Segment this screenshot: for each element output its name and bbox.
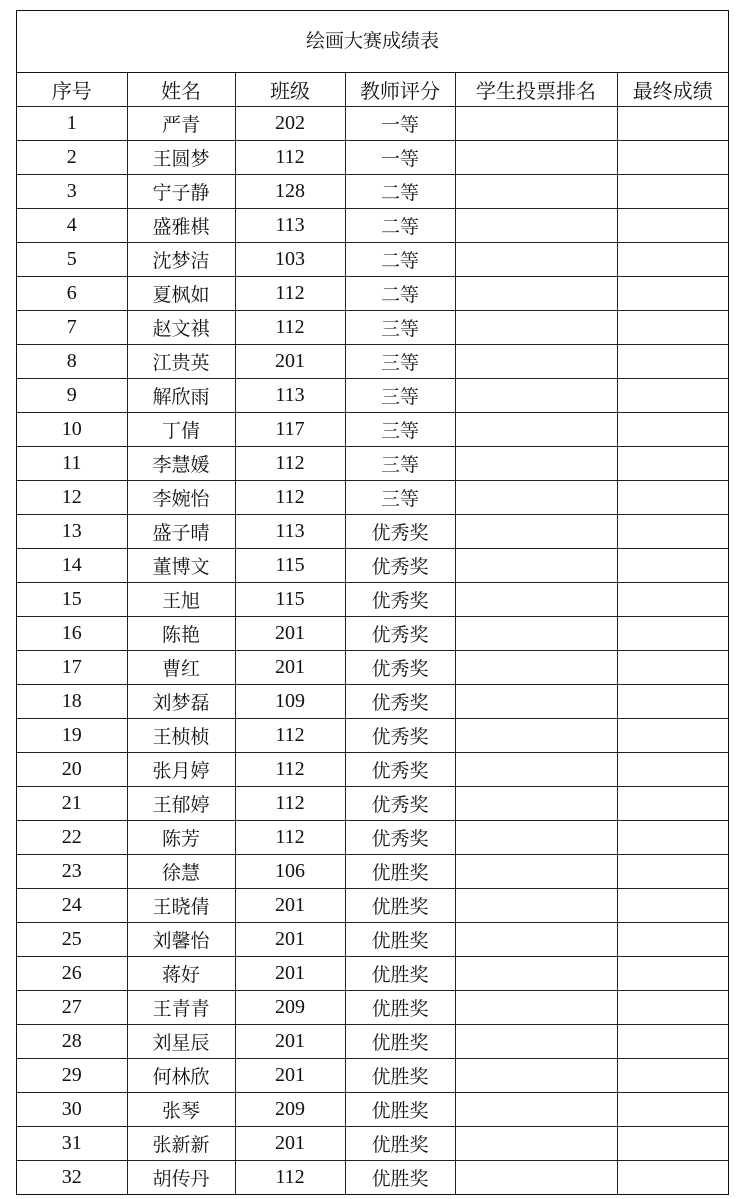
student-vote-rank-cell: [455, 685, 617, 719]
teacher-score-cell: 二等: [345, 209, 455, 243]
table-row: [17, 107, 728, 141]
table-row: [17, 1093, 728, 1127]
class-cell: 113: [235, 379, 345, 413]
class-cell: 112: [235, 753, 345, 787]
class-cell: 201: [235, 957, 345, 991]
name-cell: 盛雅棋: [127, 209, 235, 243]
student-vote-rank-cell: [455, 175, 617, 209]
serial-number-cell: 4: [17, 209, 127, 243]
teacher-score-cell: 二等: [345, 277, 455, 311]
teacher-score-cell: 优秀奖: [345, 719, 455, 753]
serial-number-cell: 7: [17, 311, 127, 345]
name-cell: 王旭: [127, 583, 235, 617]
table-row: [17, 617, 728, 651]
serial-number-cell: 1: [17, 107, 127, 141]
final-score-cell: [617, 1093, 728, 1127]
table-row: [17, 719, 728, 753]
name-cell: 李慧媛: [127, 447, 235, 481]
student-vote-rank-cell: [455, 991, 617, 1025]
teacher-score-cell: 优秀奖: [345, 549, 455, 583]
name-cell: 宁子静: [127, 175, 235, 209]
student-vote-rank-cell: [455, 107, 617, 141]
name-cell: 张月婷: [127, 753, 235, 787]
header-serial-number: 序号: [17, 73, 127, 107]
serial-number-cell: 13: [17, 515, 127, 549]
table-row: [17, 753, 728, 787]
teacher-score-cell: 一等: [345, 141, 455, 175]
table-row: [17, 651, 728, 685]
table-row: [17, 583, 728, 617]
teacher-score-cell: 一等: [345, 107, 455, 141]
class-cell: 113: [235, 209, 345, 243]
serial-number-cell: 2: [17, 141, 127, 175]
student-vote-rank-cell: [455, 311, 617, 345]
serial-number-cell: 23: [17, 855, 127, 889]
serial-number-cell: 6: [17, 277, 127, 311]
name-cell: 刘星辰: [127, 1025, 235, 1059]
table-row: [17, 209, 728, 243]
student-vote-rank-cell: [455, 1161, 617, 1195]
table-row: [17, 311, 728, 345]
class-cell: 201: [235, 345, 345, 379]
name-cell: 王郁婷: [127, 787, 235, 821]
serial-number-cell: 20: [17, 753, 127, 787]
student-vote-rank-cell: [455, 957, 617, 991]
final-score-cell: [617, 481, 728, 515]
final-score-cell: [617, 1161, 728, 1195]
teacher-score-cell: 三等: [345, 311, 455, 345]
final-score-cell: [617, 243, 728, 277]
class-cell: 209: [235, 991, 345, 1025]
serial-number-cell: 9: [17, 379, 127, 413]
teacher-score-cell: 优胜奖: [345, 889, 455, 923]
final-score-cell: [617, 685, 728, 719]
table-row: [17, 549, 728, 583]
table-row: [17, 1059, 728, 1093]
serial-number-cell: 19: [17, 719, 127, 753]
final-score-cell: [617, 753, 728, 787]
student-vote-rank-cell: [455, 413, 617, 447]
teacher-score-cell: 优胜奖: [345, 991, 455, 1025]
student-vote-rank-cell: [455, 379, 617, 413]
teacher-score-cell: 三等: [345, 481, 455, 515]
score-table: [17, 73, 728, 1194]
student-vote-rank-cell: [455, 549, 617, 583]
final-score-cell: [617, 583, 728, 617]
teacher-score-cell: 优秀奖: [345, 753, 455, 787]
name-cell: 王桢桢: [127, 719, 235, 753]
table-row: [17, 1127, 728, 1161]
student-vote-rank-cell: [455, 141, 617, 175]
class-cell: 201: [235, 617, 345, 651]
serial-number-cell: 24: [17, 889, 127, 923]
class-cell: 201: [235, 651, 345, 685]
name-cell: 王圆梦: [127, 141, 235, 175]
student-vote-rank-cell: [455, 1093, 617, 1127]
class-cell: 115: [235, 549, 345, 583]
name-cell: 陈艳: [127, 617, 235, 651]
teacher-score-cell: 优秀奖: [345, 787, 455, 821]
class-cell: 113: [235, 515, 345, 549]
student-vote-rank-cell: [455, 209, 617, 243]
teacher-score-cell: 优秀奖: [345, 515, 455, 549]
final-score-cell: [617, 141, 728, 175]
serial-number-cell: 17: [17, 651, 127, 685]
name-cell: 曹红: [127, 651, 235, 685]
name-cell: 蒋好: [127, 957, 235, 991]
class-cell: 201: [235, 923, 345, 957]
final-score-cell: [617, 1025, 728, 1059]
final-score-cell: [617, 107, 728, 141]
final-score-cell: [617, 957, 728, 991]
table-row: [17, 855, 728, 889]
name-cell: 王青青: [127, 991, 235, 1025]
serial-number-cell: 31: [17, 1127, 127, 1161]
table-row: [17, 141, 728, 175]
serial-number-cell: 3: [17, 175, 127, 209]
teacher-score-cell: 优胜奖: [345, 923, 455, 957]
header-final-score: 最终成绩: [617, 73, 728, 107]
name-cell: 胡传丹: [127, 1161, 235, 1195]
final-score-cell: [617, 447, 728, 481]
serial-number-cell: 29: [17, 1059, 127, 1093]
class-cell: 103: [235, 243, 345, 277]
final-score-cell: [617, 821, 728, 855]
table-row: [17, 685, 728, 719]
student-vote-rank-cell: [455, 1127, 617, 1161]
teacher-score-cell: 优胜奖: [345, 1093, 455, 1127]
student-vote-rank-cell: [455, 481, 617, 515]
teacher-score-cell: 优胜奖: [345, 957, 455, 991]
name-cell: 解欣雨: [127, 379, 235, 413]
class-cell: 117: [235, 413, 345, 447]
name-cell: 张琴: [127, 1093, 235, 1127]
teacher-score-cell: 优胜奖: [345, 1059, 455, 1093]
student-vote-rank-cell: [455, 447, 617, 481]
class-cell: 201: [235, 889, 345, 923]
serial-number-cell: 11: [17, 447, 127, 481]
teacher-score-cell: 三等: [345, 379, 455, 413]
name-cell: 张新新: [127, 1127, 235, 1161]
teacher-score-cell: 二等: [345, 175, 455, 209]
name-cell: 严青: [127, 107, 235, 141]
score-table-sheet: [16, 10, 729, 1195]
serial-number-cell: 28: [17, 1025, 127, 1059]
final-score-cell: [617, 651, 728, 685]
teacher-score-cell: 优胜奖: [345, 1025, 455, 1059]
table-row: [17, 413, 728, 447]
student-vote-rank-cell: [455, 787, 617, 821]
class-cell: 128: [235, 175, 345, 209]
table-row: [17, 447, 728, 481]
table-row: [17, 1025, 728, 1059]
class-cell: 209: [235, 1093, 345, 1127]
final-score-cell: [617, 549, 728, 583]
final-score-cell: [617, 413, 728, 447]
teacher-score-cell: 优胜奖: [345, 1161, 455, 1195]
student-vote-rank-cell: [455, 515, 617, 549]
final-score-cell: [617, 175, 728, 209]
teacher-score-cell: 优秀奖: [345, 685, 455, 719]
class-cell: 112: [235, 821, 345, 855]
table-row: [17, 923, 728, 957]
teacher-score-cell: 三等: [345, 413, 455, 447]
table-row: [17, 379, 728, 413]
teacher-score-cell: 优胜奖: [345, 855, 455, 889]
serial-number-cell: 27: [17, 991, 127, 1025]
table-row: [17, 889, 728, 923]
final-score-cell: [617, 889, 728, 923]
teacher-score-cell: 二等: [345, 243, 455, 277]
serial-number-cell: 12: [17, 481, 127, 515]
header-name: 姓名: [127, 73, 235, 107]
final-score-cell: [617, 209, 728, 243]
class-cell: 112: [235, 719, 345, 753]
final-score-cell: [617, 277, 728, 311]
teacher-score-cell: 优秀奖: [345, 617, 455, 651]
table-row: [17, 515, 728, 549]
class-cell: 115: [235, 583, 345, 617]
name-cell: 李婉怡: [127, 481, 235, 515]
class-cell: 201: [235, 1059, 345, 1093]
name-cell: 董博文: [127, 549, 235, 583]
teacher-score-cell: 优秀奖: [345, 583, 455, 617]
serial-number-cell: 14: [17, 549, 127, 583]
teacher-score-cell: 优秀奖: [345, 821, 455, 855]
name-cell: 王晓倩: [127, 889, 235, 923]
final-score-cell: [617, 991, 728, 1025]
header-class: 班级: [235, 73, 345, 107]
class-cell: 201: [235, 1025, 345, 1059]
student-vote-rank-cell: [455, 889, 617, 923]
student-vote-rank-cell: [455, 855, 617, 889]
class-cell: 112: [235, 447, 345, 481]
teacher-score-cell: 三等: [345, 345, 455, 379]
final-score-cell: [617, 923, 728, 957]
teacher-score-cell: 优秀奖: [345, 651, 455, 685]
serial-number-cell: 10: [17, 413, 127, 447]
serial-number-cell: 26: [17, 957, 127, 991]
serial-number-cell: 18: [17, 685, 127, 719]
name-cell: 刘梦磊: [127, 685, 235, 719]
table-row: [17, 481, 728, 515]
serial-number-cell: 8: [17, 345, 127, 379]
class-cell: 202: [235, 107, 345, 141]
final-score-cell: [617, 345, 728, 379]
name-cell: 刘馨怡: [127, 923, 235, 957]
student-vote-rank-cell: [455, 243, 617, 277]
student-vote-rank-cell: [455, 583, 617, 617]
serial-number-cell: 16: [17, 617, 127, 651]
student-vote-rank-cell: [455, 617, 617, 651]
student-vote-rank-cell: [455, 651, 617, 685]
table-title: 绘画大赛成绩表: [17, 11, 728, 73]
name-cell: 江贵英: [127, 345, 235, 379]
serial-number-cell: 32: [17, 1161, 127, 1195]
class-cell: 112: [235, 277, 345, 311]
class-cell: 109: [235, 685, 345, 719]
teacher-score-cell: 优胜奖: [345, 1127, 455, 1161]
class-cell: 112: [235, 787, 345, 821]
serial-number-cell: 21: [17, 787, 127, 821]
name-cell: 陈芳: [127, 821, 235, 855]
name-cell: 丁倩: [127, 413, 235, 447]
name-cell: 沈梦洁: [127, 243, 235, 277]
table-row: [17, 991, 728, 1025]
final-score-cell: [617, 855, 728, 889]
class-cell: 106: [235, 855, 345, 889]
serial-number-cell: 22: [17, 821, 127, 855]
name-cell: 何林欣: [127, 1059, 235, 1093]
serial-number-cell: 30: [17, 1093, 127, 1127]
header-row: [17, 73, 728, 107]
student-vote-rank-cell: [455, 753, 617, 787]
final-score-cell: [617, 515, 728, 549]
name-cell: 盛子晴: [127, 515, 235, 549]
table-row: [17, 1161, 728, 1195]
final-score-cell: [617, 1127, 728, 1161]
student-vote-rank-cell: [455, 821, 617, 855]
teacher-score-cell: 三等: [345, 447, 455, 481]
student-vote-rank-cell: [455, 1059, 617, 1093]
class-cell: 112: [235, 1161, 345, 1195]
name-cell: 赵文祺: [127, 311, 235, 345]
table-row: [17, 243, 728, 277]
serial-number-cell: 25: [17, 923, 127, 957]
name-cell: 夏枫如: [127, 277, 235, 311]
student-vote-rank-cell: [455, 1025, 617, 1059]
final-score-cell: [617, 379, 728, 413]
header-student-vote-rank: 学生投票排名: [455, 73, 617, 107]
student-vote-rank-cell: [455, 345, 617, 379]
header-teacher-score: 教师评分: [345, 73, 455, 107]
serial-number-cell: 5: [17, 243, 127, 277]
name-cell: 徐慧: [127, 855, 235, 889]
class-cell: 112: [235, 481, 345, 515]
student-vote-rank-cell: [455, 719, 617, 753]
table-row: [17, 821, 728, 855]
class-cell: 112: [235, 311, 345, 345]
final-score-cell: [617, 617, 728, 651]
class-cell: 201: [235, 1127, 345, 1161]
table-row: [17, 957, 728, 991]
table-row: [17, 787, 728, 821]
student-vote-rank-cell: [455, 277, 617, 311]
serial-number-cell: 15: [17, 583, 127, 617]
table-row: [17, 175, 728, 209]
final-score-cell: [617, 311, 728, 345]
final-score-cell: [617, 787, 728, 821]
table-row: [17, 345, 728, 379]
final-score-cell: [617, 719, 728, 753]
student-vote-rank-cell: [455, 923, 617, 957]
final-score-cell: [617, 1059, 728, 1093]
class-cell: 112: [235, 141, 345, 175]
table-row: [17, 277, 728, 311]
